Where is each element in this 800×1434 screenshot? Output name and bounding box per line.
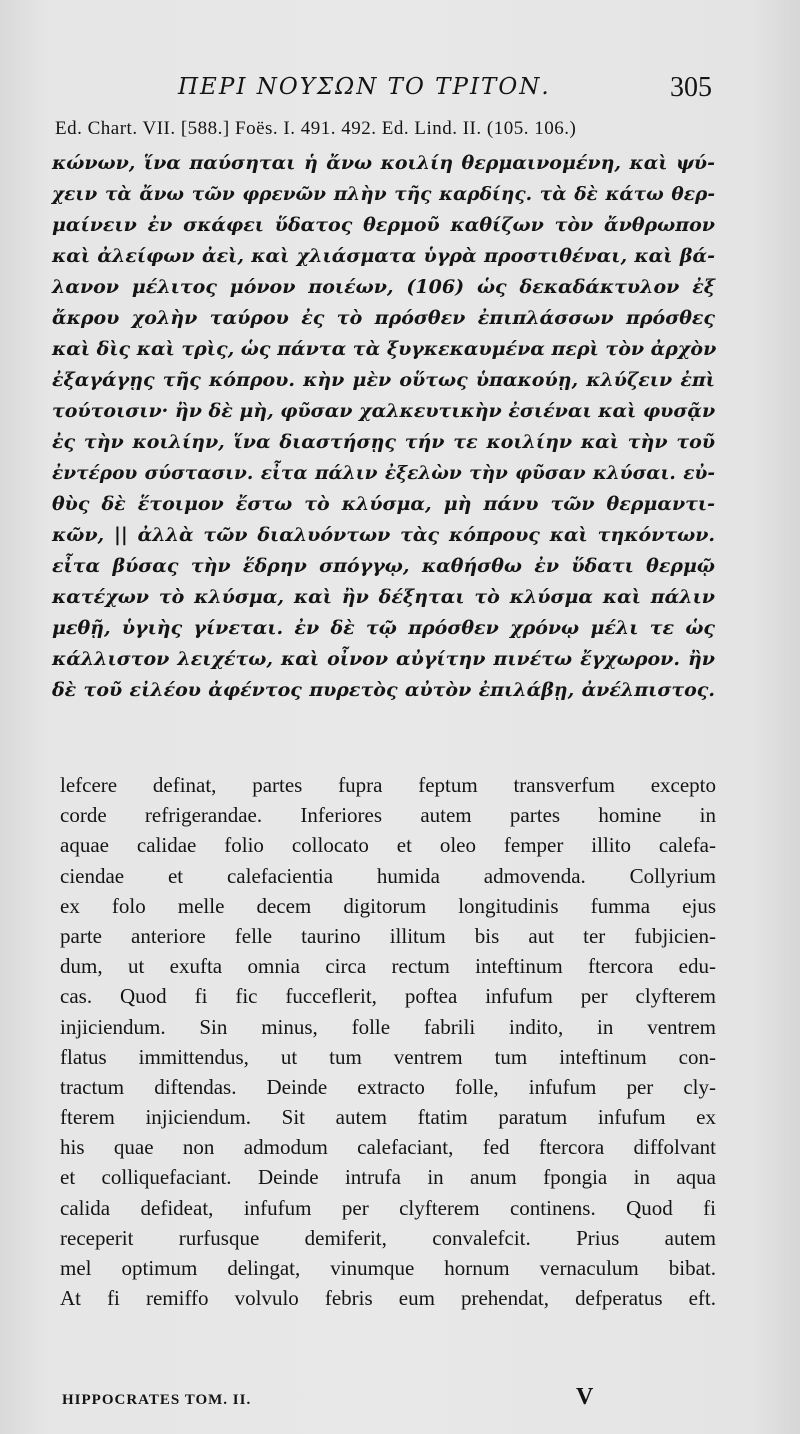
greek-text-line: κάλλιστον λειχέτω, καὶ οἶνον αὐγίτην πινέτω ἔγχωρον. ἢν xyxy=(52,648,715,670)
greek-text-line: εἶτα βύσας τὴν ἕδρην σπόγγῳ, καθήσθω ἐν ὕδατι θερμῷ xyxy=(52,555,715,577)
greek-text-line: λανον μέλιτος μόνον ποιέων, (106) ὡς δεκαδάκτυλον ἐξ xyxy=(52,276,715,298)
greek-text-line: θὺς δὲ ἕτοιμον ἔστω τὸ κλύσμα, μὴ πάνυ τῶν θερμαντι- xyxy=(52,493,715,515)
latin-text-line: fterem injiciendum. Sit autem ftatim paratum infufum ex xyxy=(60,1105,716,1130)
greek-text-block xyxy=(52,148,715,706)
greek-text-line: μεθῇ, ὑγιὴς γίνεται. ἐν δὲ τῷ πρόσθεν χρόνῳ μέλι τε ὡς xyxy=(52,617,715,639)
running-head xyxy=(178,74,712,108)
greek-text-line: κατέχων τὸ κλύσμα, καὶ ἢν δέξηται τὸ κλύσμα καὶ πάλιν xyxy=(52,586,715,608)
greek-text-line: ἐξαγάγῃς τῆς κόπρου. κὴν μὲν οὕτως ὑπακούῃ, κλύζειν ἐπὶ xyxy=(52,369,715,391)
latin-text-line: ex folo melle decem digitorum longitudinis fumma ejus xyxy=(60,893,716,918)
greek-text-line: ἄκρου χολὴν ταύρου ἐς τὸ πρόσθεν ἐπιπλάσσων πρόσθες xyxy=(52,307,715,329)
latin-text-line: lefcere definat, partes fupra feptum transverfum excepto xyxy=(60,773,716,797)
latin-text-line: aquae calidae folio collocato et oleo femper illito calefa- xyxy=(60,833,716,858)
latin-text-line: et colliquefaciant. Deinde intrufa in anum fpongia in aqua xyxy=(60,1165,716,1190)
greek-text-line: ἐντέρου σύστασιν. εἶτα πάλιν ἐξελὼν τὴν φῦσαν κλύσαι. εὐ- xyxy=(52,463,715,484)
latin-text-line: dum, ut exufta omnia circa rectum inteftinum ftercora edu- xyxy=(60,954,716,979)
running-head-title: ΠΕΡΙ ΝΟΥΣΩΝ ΤΟ ΤΡΙΤΟΝ. xyxy=(178,74,551,100)
signature-mark: V xyxy=(576,1384,594,1410)
greek-text-line: καὶ δὶς καὶ τρὶς, ὡς πάντα τὰ ξυγκεκαυμένα περὶ τὸν ἀρχὸν xyxy=(52,338,717,360)
greek-text-line: τούτοισιν· ἢν δὲ μὴ, φῦσαν χαλκευτικὴν ἐσιέναι καὶ φυσᾷν xyxy=(52,400,716,422)
latin-text-line: calida defideat, infufum per clyfterem continens. Quod fi xyxy=(60,1195,716,1220)
latin-text-line: corde refrigerandae. Inferiores autem partes homine in xyxy=(60,803,716,828)
latin-text-line: tractum diftendas. Deinde extracto folle, infufum per cly- xyxy=(60,1074,716,1099)
latin-text-line: receperit rurfusque demiferit, convalefcit. Prius autem xyxy=(60,1225,716,1250)
greek-text-line: δὲ τοῦ εἰλέου ἀφέντος πυρετὸς αὐτὸν ἐπιλάβῃ, ἀνέλπιστος. xyxy=(52,679,715,701)
greek-text-line: κώνων, ἵνα παύσηται ἡ ἄνω κοιλίη θερμαινομένη, καὶ ψύ- xyxy=(52,152,715,174)
greek-text-line: καὶ ἀλείφων ἀεὶ, καὶ χλιάσματα ὑγρὰ προστιθέναι, καὶ βά- xyxy=(52,245,715,267)
latin-text-block xyxy=(60,770,716,1313)
latin-text-line: injiciendum. Sin minus, folle fabrili indito, in ventrem xyxy=(60,1014,716,1039)
latin-text-line: ciendae et calefacientia humida admovenda. Collyrium xyxy=(60,863,716,888)
edition-reference-line: Ed. Chart. VII. [588.] Foës. I. 491. 492. Ed. Lind. II. (105. 106.) xyxy=(55,118,577,139)
latin-text-line: mel optimum delingat, vinumque hornum vernaculum bibat. xyxy=(60,1256,716,1280)
latin-text-line: flatus immittendus, ut tum ventrem tum inteftinum con- xyxy=(60,1044,716,1069)
latin-text-line: parte anteriore felle taurino illitum bis aut ter fubjicien- xyxy=(60,923,716,948)
latin-text-line: cas. Quod fi fic fucceflerit, poftea infufum per clyfterem xyxy=(60,984,716,1009)
signature-line: HIPPOCRATES TOM. II. xyxy=(62,1392,252,1408)
greek-text-line: μαίνειν ἐν σκάφει ὕδατος θερμοῦ καθίζων τὸν ἄνθρωπον xyxy=(52,214,715,236)
latin-text-line: At fi remiffo volvulo febris eum prehendat, defperatus eft. xyxy=(60,1286,716,1311)
greek-text-line: ἐς τὴν κοιλίην, ἵνα διαστήσῃς τήν τε κοιλίην καὶ τὴν τοῦ xyxy=(52,431,715,453)
greek-text-line: χειν τὰ ἄνω τῶν φρενῶν πλὴν τῆς καρδίης. τὰ δὲ κάτω θερ- xyxy=(52,184,715,205)
latin-text-line: his quae non admodum calefaciant, fed ftercora diffolvant xyxy=(60,1135,716,1160)
page-number: 305 xyxy=(670,72,712,103)
greek-text-line: κῶν, || ἀλλὰ τῶν διαλυόντων τὰς κόπρους καὶ τηκόντων. xyxy=(52,524,715,546)
